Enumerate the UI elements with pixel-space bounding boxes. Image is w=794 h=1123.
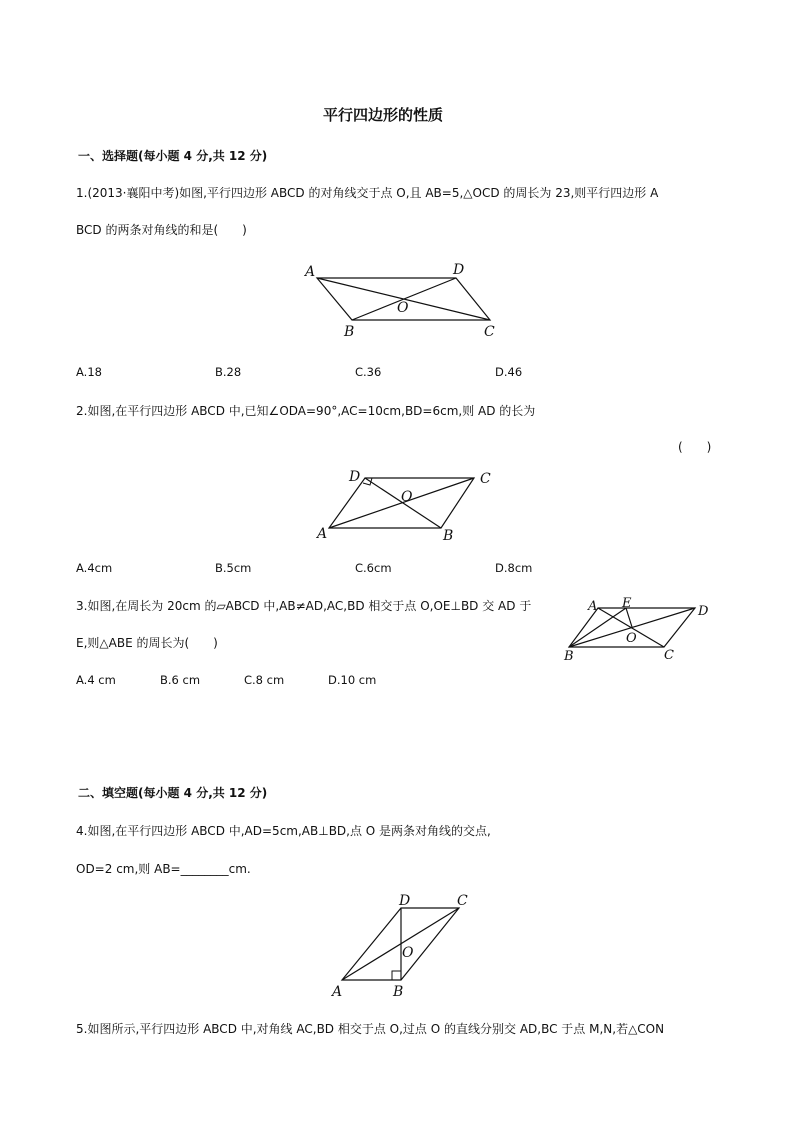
q1-option-b: B.28 [215,365,242,379]
q3-text-line1: 3.如图,在周长为 20cm 的▱ABCD 中,AB≠AD,AC,BD 相交于点 O,OE⊥BD 交 AD 于 [76,599,532,613]
q1-figure [300,258,500,340]
q3-text-line2: E,则△ABE 的周长为( ) [76,636,218,650]
q3-option-a: A.4 cm [76,673,116,687]
q3-option-d: D.10 cm [328,673,377,687]
q2-answer-paren: ( ) [678,440,712,454]
q3-segment-be [569,608,626,647]
q1-label-o: O [397,300,409,316]
q3-label-a: A [588,599,598,614]
q4-label-d: D [399,893,411,909]
q5-text-line1: 5.如图所示,平行四边形 ABCD 中,对角线 AC,BD 相交于点 O,过点 O 的直线分别交 AD,BC 于点 M,N,若△CON [76,1022,665,1036]
page-title: 平行四边形的性质 [323,106,444,124]
q4-right-angle-mark [392,971,401,980]
q4-text-line2: OD=2 cm,则 AB=________cm. [76,862,251,876]
q2-label-d: D [349,469,361,485]
q1-option-c: C.36 [355,365,382,379]
q1-option-d: D.46 [495,365,523,379]
q4-label-a: A [332,984,343,1000]
q1-label-d: D [453,262,465,278]
q3-label-d: D [698,604,709,619]
q3-label-b: B [564,649,574,664]
q4-label-c: C [457,893,468,909]
q4-label-o: O [402,945,414,961]
q3-figure [560,592,718,666]
q1-text-line1: 1.(2013·襄阳中考)如图,平行四边形 ABCD 的对角线交于点 O,且 AB=5,△OCD 的周长为 23,则平行四边形 A [76,186,659,200]
q1-label-a: A [305,264,316,280]
q1-label-b: B [344,324,355,340]
q4-label-b: B [393,984,404,1000]
q2-figure [312,466,502,546]
q4-figure [328,890,478,1002]
q3-label-o: O [626,631,637,646]
q3-label-c: C [664,648,674,663]
q1-label-c: C [484,324,495,340]
q3-option-c: C.8 cm [244,673,285,687]
q1-text-line2: BCD 的两条对角线的和是( ) [76,223,247,237]
q2-label-b: B [443,528,454,544]
q2-label-a: A [317,526,328,542]
q1-option-a: A.18 [76,365,102,379]
section-1-heading: 一、选择题(每小题 4 分,共 12 分) [78,149,268,163]
q2-option-d: D.8cm [495,561,533,575]
q2-option-c: C.6cm [355,561,392,575]
q2-option-b: B.5cm [215,561,252,575]
q2-label-o: O [401,489,413,505]
q3-label-e: E [622,596,632,611]
section-2-heading: 二、填空题(每小题 4 分,共 12 分) [78,786,268,800]
q3-option-b: B.6 cm [160,673,201,687]
q2-option-a: A.4cm [76,561,113,575]
q2-text-line1: 2.如图,在平行四边形 ABCD 中,已知∠ODA=90°,AC=10cm,BD=6cm,则 AD 的长为 [76,404,536,418]
q2-label-c: C [480,471,491,487]
q4-text-line1: 4.如图,在平行四边形 ABCD 中,AD=5cm,AB⊥BD,点 O 是两条对角线的交点, [76,824,491,838]
